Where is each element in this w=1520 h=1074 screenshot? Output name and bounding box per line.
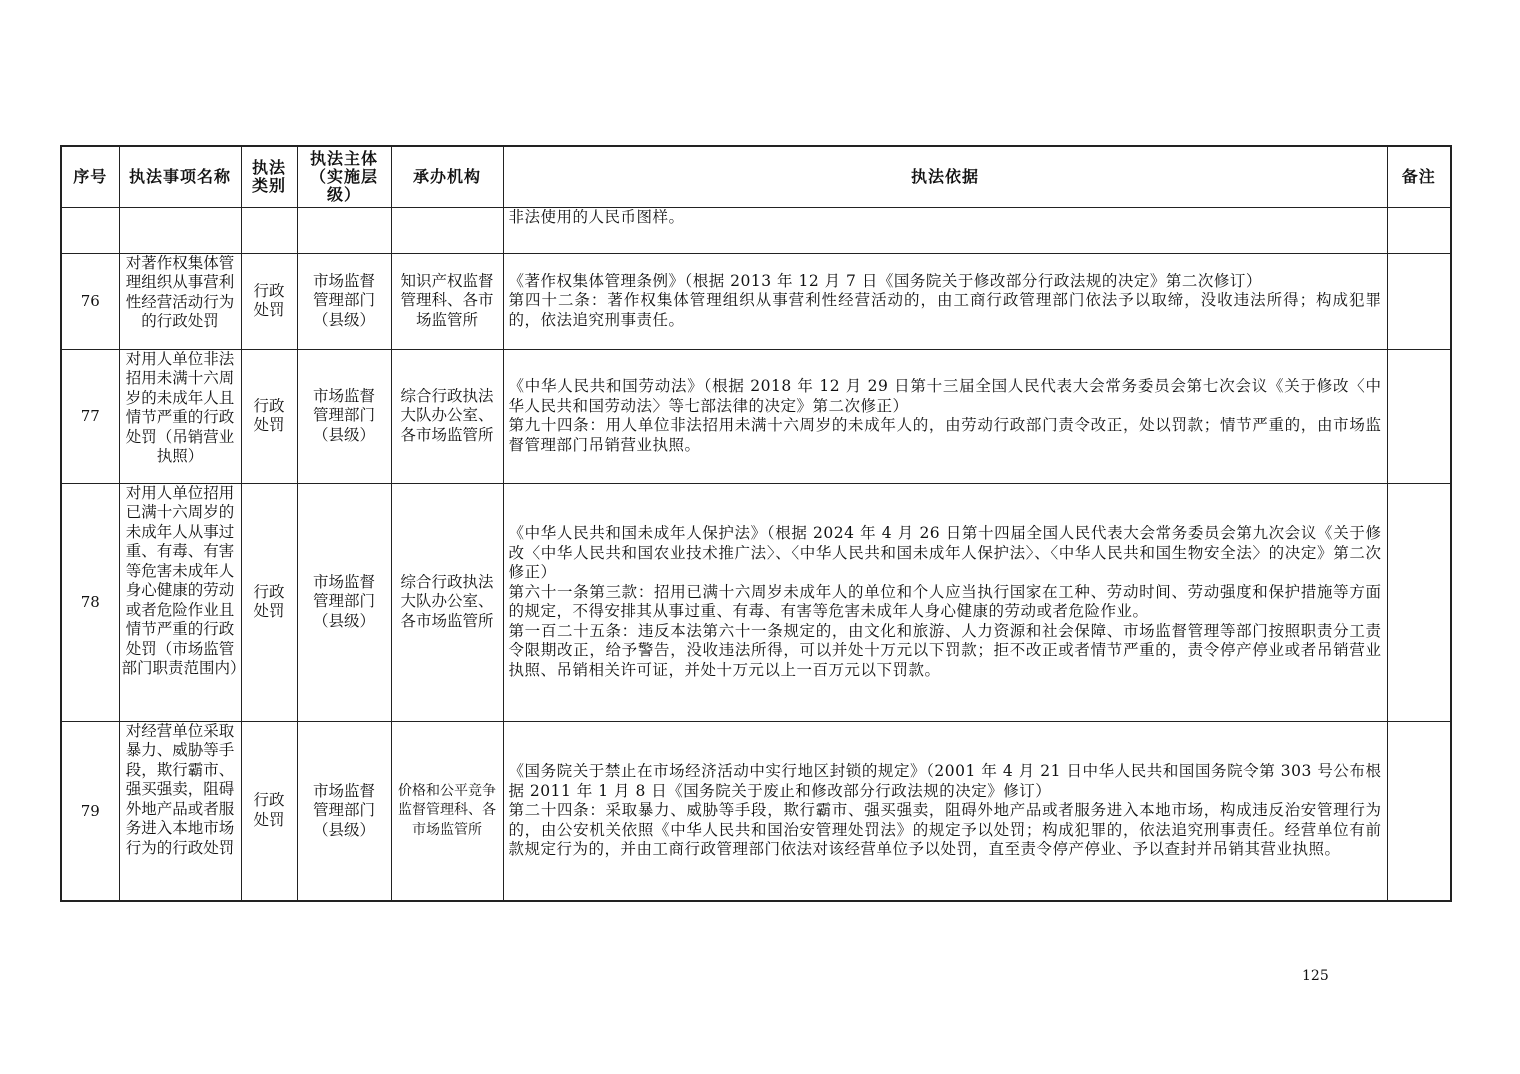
table-row	[61, 253, 1451, 349]
row-seq: 77	[61, 349, 119, 483]
row-seq: 76	[61, 253, 119, 349]
cont-subject	[297, 207, 391, 253]
row-note	[1387, 483, 1451, 721]
row-seq: 79	[61, 721, 119, 901]
header-note: 备注	[1387, 146, 1451, 207]
cont-type	[241, 207, 297, 253]
row-org: 知识产权监督管理科、各市场监管所	[391, 253, 503, 349]
row-type: 行政处罚	[241, 483, 297, 721]
header-basis: 执法依据	[503, 146, 1387, 207]
row-type: 行政处罚	[241, 721, 297, 901]
basis-paragraph: 《著作权集体管理条例》（根据 2013 年 12 月 7 日《国务院关于修改部分行政法规的决定》第二次修订）	[508, 271, 1262, 290]
row-note	[1387, 721, 1451, 901]
row-basis	[503, 253, 1387, 349]
row-org: 综合行政执法大队办公室、各市场监管所	[391, 349, 503, 483]
row-basis	[503, 721, 1387, 901]
cont-basis: 非法使用的人民币图样。	[503, 207, 1387, 253]
row-org: 价格和公平竞争监督管理科、各市场监管所	[391, 721, 503, 901]
row-note	[1387, 349, 1451, 483]
table-row	[61, 483, 1451, 721]
basis-paragraph: 第九十四条：用人单位非法招用未满十六周岁的未成年人的，由劳动行政部门责令改正，处以罚款；情节严重的，由市场监督管理部门吊销营业执照。	[508, 416, 1382, 454]
continuation-row	[61, 207, 1451, 253]
cont-name	[119, 207, 241, 253]
header-seq: 序号	[61, 146, 119, 207]
basis-paragraph: 第二十四条：采取暴力、威胁等手段，欺行霸市、强买强卖，阻碍外地产品或者服务进入本地市场，构成违反治安管理行为的，由公安机关依照《中华人民共和国治安管理处罚法》的规定予以处罚；构成犯罪的，依法追究刑事责任。经营单位有前款规定行为的，并由工商行政管理部门依法对该经营单位予以处罚，直至责令停产停业、予以查封并吊销其营业执照。	[508, 801, 1382, 858]
enforcement-items-table	[60, 145, 1452, 902]
row-item-name: 对用人单位非法招用未满十六周岁的未成年人且情节严重的行政处罚（吊销营业执照）	[119, 349, 241, 483]
row-subject: 市场监督管理部门（县级）	[297, 253, 391, 349]
row-type: 行政处罚	[241, 253, 297, 349]
row-org: 综合行政执法大队办公室、各市场监管所	[391, 483, 503, 721]
cont-seq	[61, 207, 119, 253]
row-basis	[503, 349, 1387, 483]
header-type: 执法类别	[241, 146, 297, 207]
basis-paragraph: 第四十二条：著作权集体管理组织从事营利性经营活动的，由工商行政管理部门依法予以取缔，没收违法所得；构成犯罪的，依法追究刑事责任。	[508, 291, 1382, 329]
row-note	[1387, 253, 1451, 349]
row-item-name: 对经营单位采取暴力、威胁等手段，欺行霸市、强买强卖，阻碍外地产品或者服务进入本地市场行为的行政处罚	[119, 721, 241, 901]
page-number: 125	[1302, 968, 1329, 984]
row-subject: 市场监督管理部门（县级）	[297, 349, 391, 483]
table-row	[61, 349, 1451, 483]
row-item-name: 对用人单位招用已满十六周岁的未成年人从事过重、有毒、有害等危害未成年人身心健康的劳动或者危险作业且情节严重的行政处罚（市场监管部门职责范围内）	[119, 483, 241, 721]
table-row	[61, 721, 1451, 901]
basis-paragraph: 《中华人民共和国劳动法》（根据 2018 年 12 月 29 日第十三届全国人民代表大会常务委员会第七次会议《关于修改〈中华人民共和国劳动法〉等七部法律的决定》第二次修正）	[508, 377, 1382, 415]
row-item-name: 对著作权集体管理组织从事营利性经营活动行为的行政处罚	[119, 253, 241, 349]
basis-paragraph: 《国务院关于禁止在市场经济活动中实行地区封锁的规定》（2001 年 4 月 21 日中华人民共和国国务院令第 303 号公布根据 2011 年 1 月 8 日《国务院关于废止和修改部分行政法规的决定》修订）	[508, 762, 1382, 800]
row-type: 行政处罚	[241, 349, 297, 483]
header-row	[61, 146, 1451, 207]
cont-org	[391, 207, 503, 253]
row-basis	[503, 483, 1387, 721]
header-subject: 执法主体（实施层级）	[297, 146, 391, 207]
basis-paragraph: 《中华人民共和国未成年人保护法》（根据 2024 年 4 月 26 日第十四届全国人民代表大会常务委员会第九次会议《关于修改〈中华人民共和国农业技术推广法〉、〈中华人民共和国未成年人保护法〉、〈中华人民共和国生物安全法〉的决定》第二次修正）	[508, 524, 1382, 581]
header-org: 承办机构	[391, 146, 503, 207]
row-subject: 市场监督管理部门（县级）	[297, 483, 391, 721]
basis-paragraph: 第一百二十五条：违反本法第六十一条规定的，由文化和旅游、人力资源和社会保障、市场监督管理等部门按照职责分工责令限期改正，给予警告，没收违法所得，可以并处十万元以下罚款；拒不改正或者情节严重的，责令停产停业或者吊销营业执照、吊销相关许可证，并处十万元以上一百万元以下罚款。	[508, 621, 1382, 679]
header-name: 执法事项名称	[119, 146, 241, 207]
cont-note	[1387, 207, 1451, 253]
basis-paragraph: 第六十一条第三款：招用已满十六周岁未成年人的单位和个人应当执行国家在工种、劳动时间、劳动强度和保护措施等方面的规定，不得安排其从事过重、有毒、有害等危害未成年人身心健康的劳动或者危险作业。	[508, 582, 1382, 620]
row-seq: 78	[61, 483, 119, 721]
row-subject: 市场监督管理部门（县级）	[297, 721, 391, 901]
